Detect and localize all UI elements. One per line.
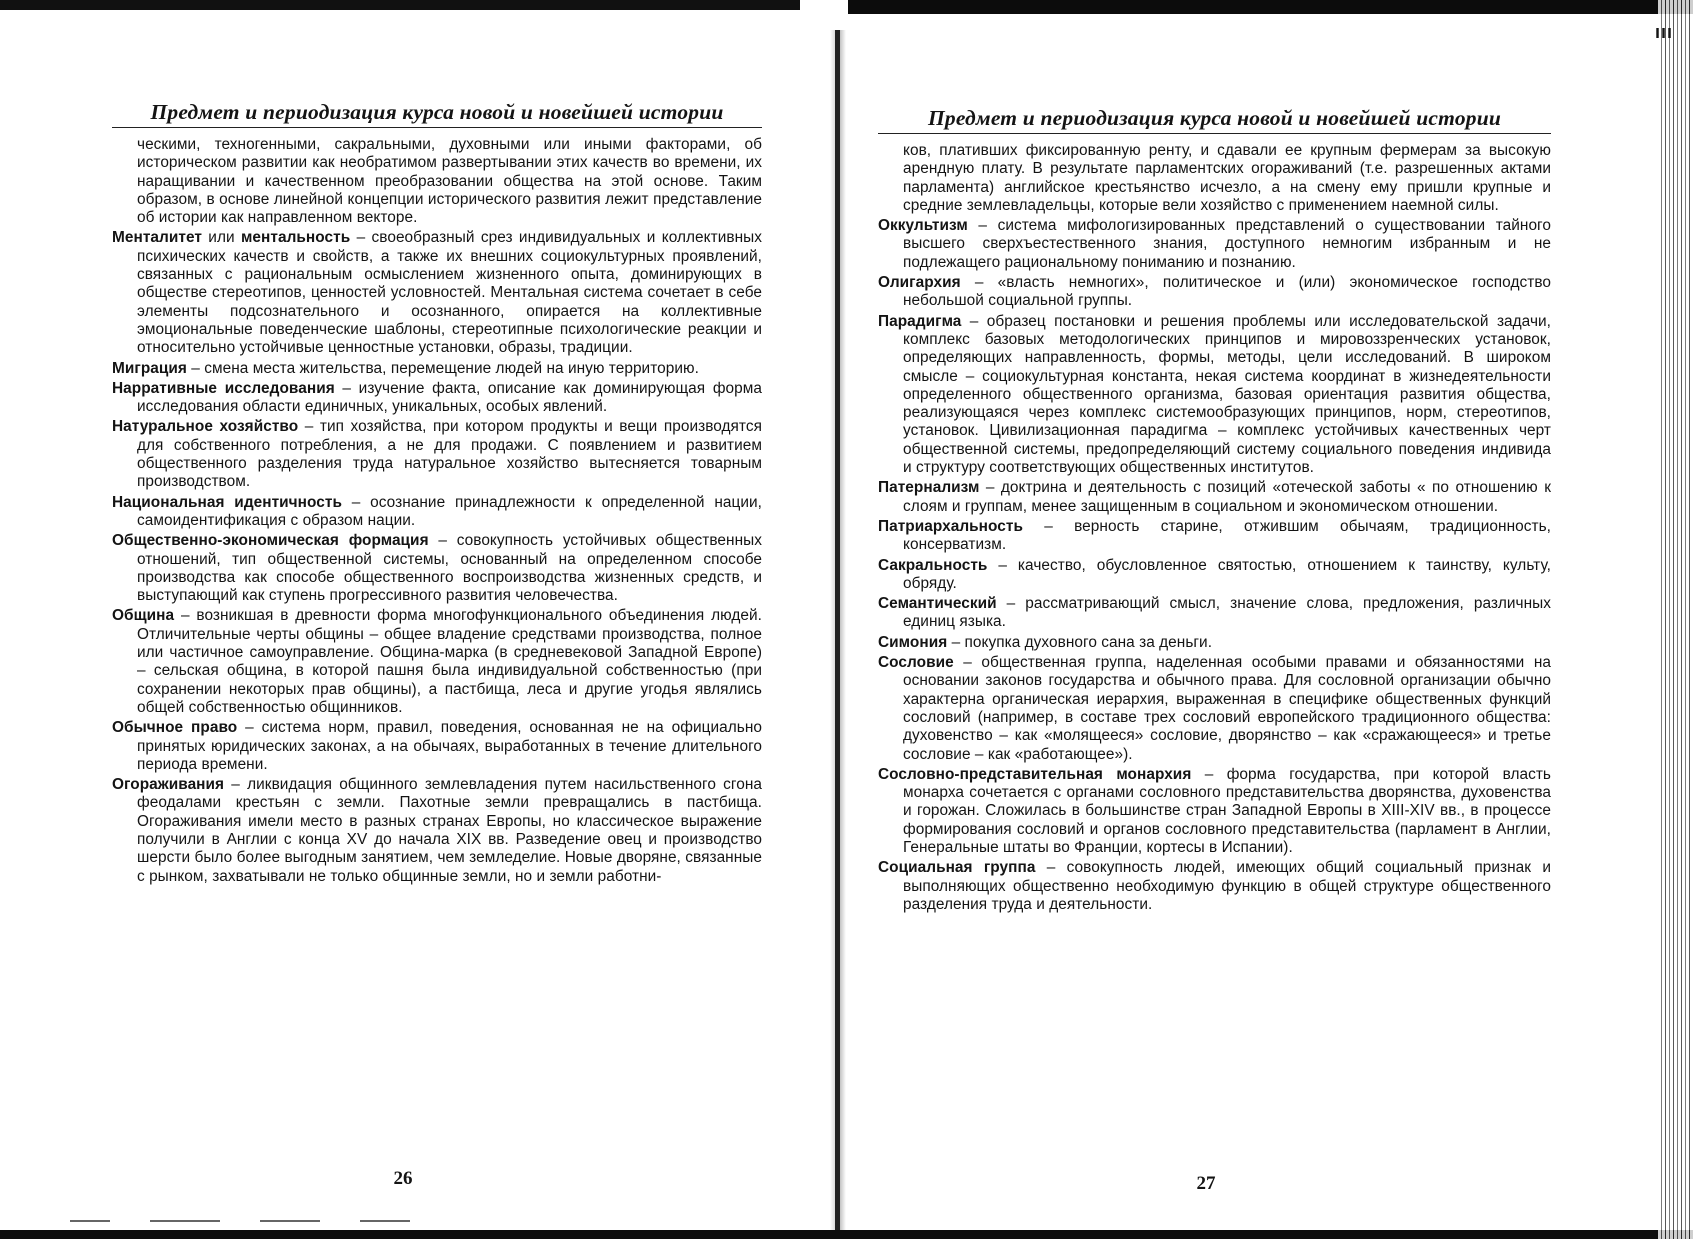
entry-definition: – осознание принадлежности к определенной нации, самоидентификация с образом нации. bbox=[137, 493, 762, 529]
right-page-body bbox=[878, 142, 1551, 914]
glossary-entry bbox=[112, 494, 762, 531]
scan-border-top-right bbox=[810, 0, 1693, 14]
glossary-entry bbox=[878, 634, 1551, 652]
entry-definition: – рассматривающий смысл, значение слова, предложения, различных единиц языка. bbox=[903, 595, 1551, 631]
glossary-entry bbox=[878, 654, 1551, 764]
entry-term: Миграция bbox=[112, 359, 187, 377]
entry-connector: или bbox=[201, 229, 241, 247]
left-page bbox=[112, 100, 762, 888]
entry-term: Патернализм bbox=[878, 479, 980, 497]
entry-definition: – возникшая в древности форма многофункционального объединения людей. Отличительные черты общины – общее владение средствами производства, полное или частичное самоуправление. Община-марка (в средневековой Западной Европе) – сельская община, в которой пашня была индивидуальной собственностью (при сохранении некоторых прав общины), а пастбища, леса и другие угодья являлись общей собственностью общинников. bbox=[137, 607, 762, 716]
entry-term: Огораживания bbox=[112, 776, 225, 794]
glossary-entry bbox=[112, 229, 762, 357]
right-page-number: 27 bbox=[1196, 1173, 1216, 1194]
scan-dash bbox=[150, 1220, 220, 1222]
entry-term: Нарративные исследования bbox=[112, 379, 335, 397]
continued-text bbox=[878, 142, 1551, 215]
scan-dash bbox=[70, 1220, 110, 1222]
scan-corner-mark: ııı bbox=[1655, 22, 1674, 42]
glossary-entry bbox=[878, 595, 1551, 632]
entry-definition: – доктрина и деятельность с позиций «отеческой заботы « по отношению к слоям и группам, менее защищенным в социальном и экономическом отношении. bbox=[903, 479, 1551, 515]
glossary-entry bbox=[878, 557, 1551, 594]
entry-definition: – верность старине, отжившим обычаям, традиционность, консерватизм. bbox=[903, 517, 1551, 554]
page-edges bbox=[1658, 0, 1693, 1239]
entry-term: Национальная идентичность bbox=[112, 493, 342, 511]
entry-definition: – смена места жительства, перемещение людей на иную территорию. bbox=[186, 359, 699, 377]
left-running-head: Предмет и периодизация курса новой и новейшей истории bbox=[112, 100, 762, 128]
entry-term: Община bbox=[112, 607, 175, 625]
glossary-entry bbox=[878, 274, 1551, 311]
entry-term: Натуральное хозяйство bbox=[112, 418, 299, 436]
entry-definition: – форма государства, при которой власть монарха сочетается с органами сословного представительства дворянства, духовенства и горожан. Сложилась в большинстве стран Западной Европы в XIII-XIV вв., в процессе формирования сословий и органов сословного представительства (парламент в Англии, Генеральные штаты во Франции, кортесы в Испании). bbox=[903, 765, 1551, 856]
entry-term: Симония bbox=[878, 633, 948, 651]
entry-definition: – совокупность устойчивых общественных отношений, тип общественной системы, основанный на определенном способе производства как способе общественного воспроизводства жизненных средств, и выступающий как ступень прогрессивного развития человечества. bbox=[137, 532, 762, 605]
entry-term: Парадигма bbox=[878, 312, 962, 330]
glossary-entry bbox=[112, 532, 762, 605]
entry-definition: ческими, техногенными, сакральными, духовными или иными факторами, об историческом развитии как необратимом развертывании этих качеств во времени, их наращивании и качественном преобразовании общества на этой основе. Таким образом, в основе линейной концепции исторического развития лежит представление об истории как направленном векторе. bbox=[137, 136, 762, 227]
glossary-entry bbox=[112, 418, 762, 491]
scan-dash bbox=[260, 1220, 320, 1222]
entry-definition: – тип хозяйства, при котором продукты и вещи производятся для собственного потребления, а не для продажи. С появлением и развитием общественного разделения труда натуральное хозяйство вытесняется товарным производством. bbox=[137, 418, 762, 491]
entry-term: Семантический bbox=[878, 595, 997, 613]
left-page-number: 26 bbox=[393, 1168, 413, 1189]
scan-border-bottom bbox=[0, 1230, 1693, 1239]
entry-definition: – своеобразный срез индивидуальных и коллективных психических качеств и свойств, а также их внешних социокультурных проявлений, связанных с рациональным осмыслением жизненного опыта, доминирующих в обществе стереотипов, ценностей условностей. Ментальная система сочетает в себе элементы подсознательного и осознанного, опирается на коллективные эмоциональные поведенческие шаблоны, стереотипные психологические реакции и относительно устойчивые ценностные установки, образы, традиции. bbox=[137, 229, 762, 357]
entry-term: Сословно-представительная монархия bbox=[878, 765, 1192, 783]
entry-definition: – ликвидация общинного землевладения путем насильственного сгона феодалами крестьян с земли. Пахотные земли превращались в пастбища. Огораживания имели место в разных странах Европы, но классическое выражение получили в Англии с конца XV до начала XIX вв. Разведение овец и производство шерсти было более выгодным занятием, чем земледелие. Новые дворяне, связанные с рынком, захватывали не только общинные земли, но и земли работни- bbox=[137, 776, 762, 885]
glossary-entry bbox=[112, 719, 762, 774]
glossary-entry bbox=[112, 607, 762, 717]
entry-term: Общественно-экономическая формация bbox=[112, 532, 429, 550]
entry-term: Обычное право bbox=[112, 719, 238, 737]
continued-text bbox=[112, 136, 762, 227]
glossary-entry bbox=[878, 859, 1551, 914]
glossary-entry bbox=[878, 766, 1551, 857]
glossary-entry bbox=[878, 313, 1551, 478]
scan-notch bbox=[800, 0, 848, 22]
entry-term: Сакральность bbox=[878, 556, 988, 574]
entry-definition: – совокупность людей, имеющих общий социальный признак и выполняющих общественно необходимую функцию в общей структуре общественного разделения труда и деятельности. bbox=[903, 859, 1551, 913]
entry-term: Патриархальность bbox=[878, 517, 1023, 535]
right-running-head: Предмет и периодизация курса новой и новейшей истории bbox=[878, 106, 1551, 134]
entry-term: Сословие bbox=[878, 654, 954, 672]
entry-term: Менталитет bbox=[112, 229, 202, 247]
entry-definition: – качество, обусловленное святостью, отношением к таинству, культу, обряду. bbox=[903, 556, 1551, 592]
entry-definition: – изучение факта, описание как доминирующая форма исследования области единичных, уникальных, особых явлений. bbox=[137, 379, 762, 416]
right-page bbox=[878, 106, 1551, 916]
entry-definition: – общественная группа, наделенная особыми правами и обязанностями на основании законов государства и обычного права. Для сословной организации обычно характерна органическая иерархия, выраженная в специфике общественных функций сословий (например, в составе трех сословий европейского традиционного общества: духовенство – как «молящееся» сословие, дворянство – как «сражающееся» и третье сословие – как «работающее»). bbox=[903, 654, 1551, 763]
glossary-entry bbox=[112, 380, 762, 417]
glossary-entry bbox=[878, 217, 1551, 272]
entry-term: Олигархия bbox=[878, 274, 961, 292]
entry-definition: – покупка духовного сана за деньги. bbox=[947, 633, 1213, 651]
entry-definition: – система мифологизированных представлений о существовании тайного высшего сверхъестественного знания, доступного немногим избранным и не подлежащего рациональному пониманию и познанию. bbox=[903, 217, 1551, 271]
entry-definition: – образец постановки и решения проблемы или исследовательской задачи, комплекс базовых методологических принципов и мировоззренческих установок, определяющих направленность, формы, методы, цели исследований. В широком смысле – социокультурная константа, некая система координат в жизнедеятельности определенного общественного организма, базовая ориентация развития общества, реализующаяся через комплекс системообразующих принципов, норм, стереотипов, установок. Цивилизационная парадигма – комплекс устойчивых качественных черт общественной системы, предопределяющий систему социального поведения индивида и структуру соответствующих общественных институтов. bbox=[903, 312, 1551, 477]
entry-term: Социальная группа bbox=[878, 859, 1036, 877]
entry-term: ментальность bbox=[240, 229, 351, 247]
entry-definition: – «власть немногих», политическое и (или) экономическое господство небольшой социальной группы. bbox=[903, 274, 1551, 310]
glossary-entry bbox=[878, 518, 1551, 555]
left-page-body bbox=[112, 136, 762, 886]
entry-definition: ков, плативших фиксированную ренту, и сдавали ее крупным фермерам за высокую арендную плату. В результате парламентских огораживаний (т.е. разрешенных актами парламента) английское крестьянство исчезло, а на смену ему пришли крупные и средние землевладельцы, которые вели хозяйство с применением наемной силы. bbox=[903, 142, 1551, 214]
book-gutter bbox=[835, 30, 840, 1230]
scan-dash bbox=[360, 1220, 410, 1222]
glossary-entry bbox=[878, 479, 1551, 516]
entry-definition: – система норм, правил, поведения, основанная не на официально принятых юридических законах, а на обычаях, выработанных в течение длительного периода времени. bbox=[137, 719, 762, 773]
entry-term: Оккультизм bbox=[878, 217, 968, 235]
glossary-entry bbox=[112, 776, 762, 886]
glossary-entry bbox=[112, 360, 762, 378]
